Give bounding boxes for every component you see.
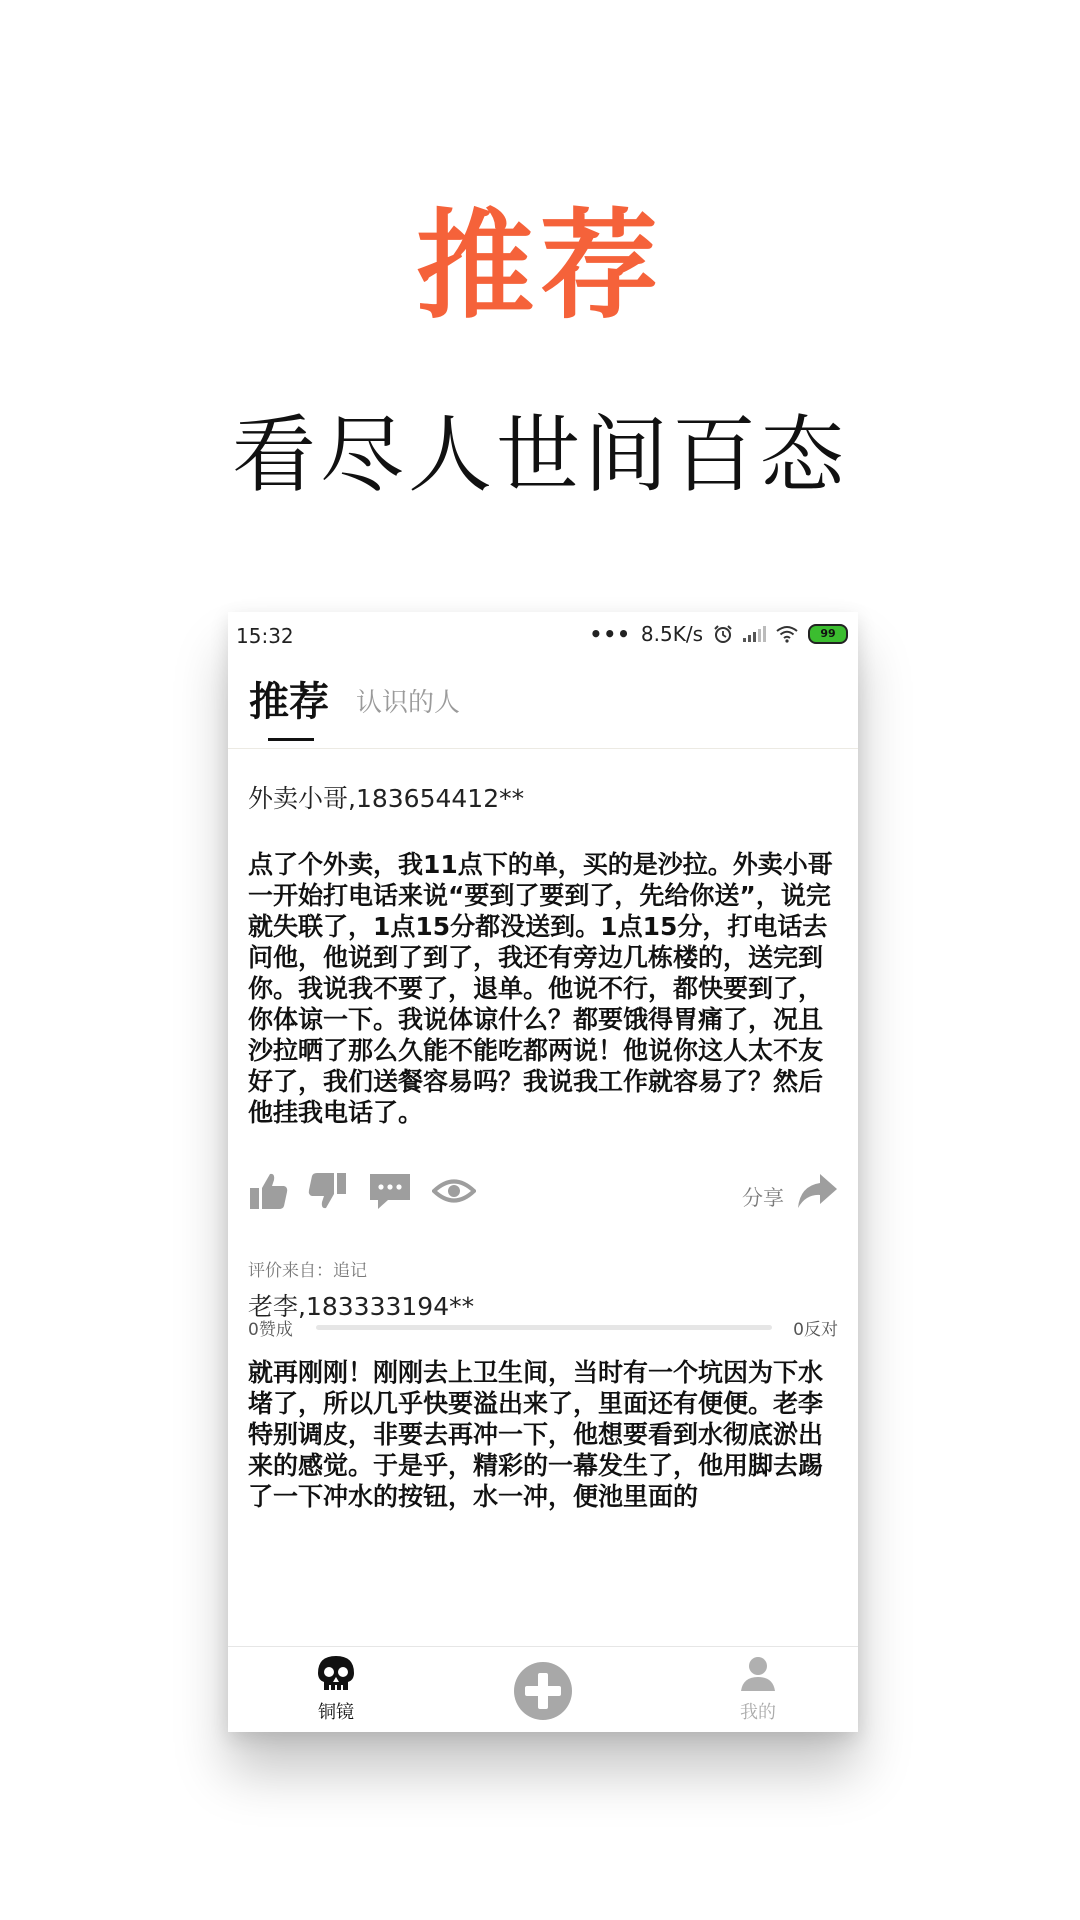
battery-icon: 99 [808,624,848,644]
thumbs-down-icon[interactable] [306,1170,348,1212]
skull-icon [316,1655,356,1693]
share-arrow-icon[interactable] [796,1170,838,1212]
agree-count: 0赞成 [248,1320,293,1340]
nav-home[interactable] [286,1655,386,1724]
status-icons [590,622,848,646]
post-content[interactable]: 就再刚刚！刚刚去上卫生间，当时有一个坑因为下水堵了，所以几乎快要溢出来了，里面还有便便。老李特别调皮，非要去再冲一下，他想要看到水彻底淤出来的感觉。于是乎，精彩的一幕发生了，他用脚去踢了一下冲水的按钮，水一冲，便池里面的 [248,1358,824,1511]
view-eye-icon[interactable] [432,1170,476,1212]
hero-subtitle: 看尽人世间百态 [231,406,848,504]
post-content[interactable]: 点了个外卖，我11点下的单，买的是沙拉。外卖小哥一开始打电话来说“要到了要到了，先给你送”，说完就失联了，1点15分都没送到。1点15分，打电话去问他，他说到了到了，我还有旁边几栋楼的，送完到你。我说我不要了，退单。他说不行，都快要到了，你体谅一下。我说体谅什么？都要饿得胃痛了，况且沙拉晒了那么久能不能吃都两说！他说你这人太不友好了，我们送餐容易吗？我说我工作就容易了？然后他挂我电话了。 [248,850,833,1127]
comment-icon[interactable] [368,1170,412,1212]
phone-screen [228,612,858,1732]
more-dots-icon: ••• [589,622,631,646]
signal-icon [743,626,766,642]
wifi-icon [776,625,798,643]
thumbs-up-icon[interactable] [248,1170,290,1212]
nav-mine[interactable] [708,1655,808,1724]
status-time: 15:32 [236,624,294,648]
post-card [248,1287,838,1512]
add-post-button[interactable] [513,1661,573,1721]
oppose-count: 0反对 [793,1320,838,1340]
post-author: 外卖小哥,183654412** [248,784,525,813]
share-label[interactable]: 分享 [742,1186,784,1210]
post-actions [248,1164,838,1224]
hero-title: 推荐 [415,197,664,335]
tab-recommend[interactable]: 推荐 [249,679,329,725]
post-author: 老李,183333194** [248,1292,475,1321]
tab-acquaintances[interactable]: 认识的人 [356,688,461,718]
network-speed: 8.5K/s [640,622,703,646]
status-bar [228,612,858,658]
review-source: 评价来自：追记 [248,1261,367,1281]
top-tabs [228,658,858,749]
person-icon [738,1655,778,1693]
nav-mine-label: 我的 [740,1702,776,1723]
bottom-nav [228,1646,858,1732]
alarm-icon [713,624,733,644]
feed[interactable] [228,749,858,1647]
nav-home-label: 铜镜 [318,1702,354,1723]
post-card [248,779,838,1341]
tab-indicator [268,738,314,741]
